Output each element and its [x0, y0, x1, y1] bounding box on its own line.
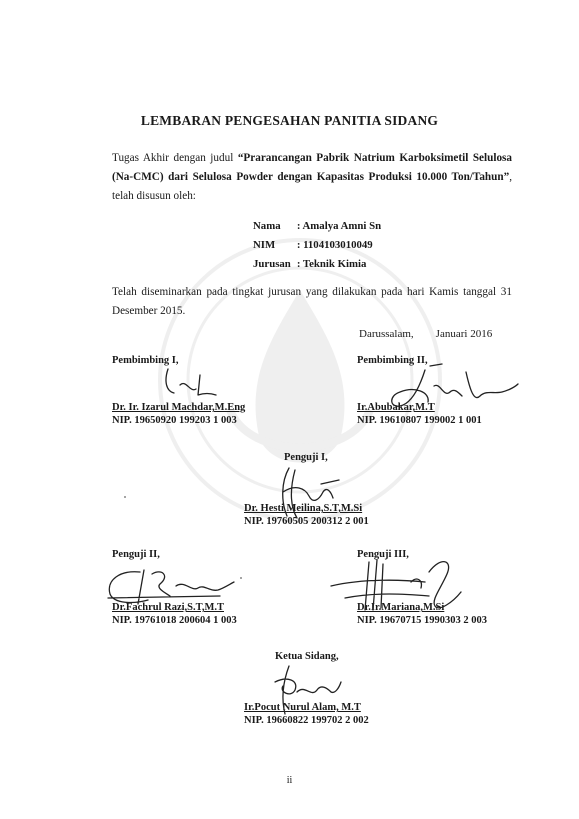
scan-speck: [124, 496, 126, 498]
name-label: Nama: [253, 220, 281, 232]
intro-paragraph: [112, 149, 512, 206]
nim-label: NIM: [253, 239, 276, 251]
intro-post: , telah disusun oleh:: [112, 171, 512, 202]
nim-value: : 1104103010049: [296, 239, 373, 251]
penguji1-signature: [275, 462, 345, 522]
ketua-name: Ir.Pocut Nurul Alam, M.T: [244, 702, 361, 713]
jurusan-value: : Teknik Kimia: [296, 258, 367, 270]
pembimbing2-role: Pembimbing II,: [357, 355, 428, 366]
penguji2-name: Dr.Fachrul Razi,S.T,M.T: [112, 602, 224, 613]
penguji3-signature: [325, 552, 470, 616]
pembimbing1-name: Dr. Ir. Izarul Machdar,M.Eng: [112, 402, 246, 413]
thesis-title: “Prarancangan Pabrik Natrium Karboksimetil Selulosa (Na-CMC) dari Selulosa Powder dengan Kapasitas Produksi 10.000 Ton/Tahun”: [112, 152, 512, 183]
penguji2-role: Penguji II,: [112, 549, 160, 560]
intro-pre: Tugas Akhir dengan judul: [112, 152, 238, 164]
jurusan-label: Jurusan: [253, 258, 291, 270]
penguji3-role: Penguji III,: [357, 549, 409, 560]
penguji1-nip: NIP. 19760505 200312 2 001: [244, 516, 369, 527]
penguji2-signature: [100, 562, 240, 608]
penguji2-nip: NIP. 19761018 200604 1 003: [112, 615, 237, 626]
penguji3-name: Dr.Ir.Mariana,M.Si: [357, 602, 445, 613]
pembimbing2-signature: [370, 362, 520, 412]
ketua-signature: [265, 662, 345, 722]
pembimbing2-nip: NIP. 19610807 199002 1 001: [357, 415, 482, 426]
penguji1-role: Penguji I,: [284, 452, 328, 463]
place-date: Darussalam, Januari 2016: [359, 328, 493, 340]
student-identity: [253, 220, 381, 277]
pembimbing1-signature: [160, 363, 220, 403]
penguji3-nip: NIP. 19670715 1990303 2 003: [357, 615, 487, 626]
ketua-nip: NIP. 19660822 199702 2 002: [244, 715, 369, 726]
scan-speck: [240, 577, 242, 579]
name-value: : Amalya Amni Sn: [296, 220, 382, 232]
seminar-paragraph: Telah diseminarkan pada tingkat jurusan yang dilakukan pada hari Kamis tanggal 31 Desember 2015.: [112, 286, 512, 317]
pembimbing1-nip: NIP. 19650920 199203 1 003: [112, 415, 237, 426]
pembimbing1-role: Pembimbing I,: [112, 355, 179, 366]
penguji1-name: Dr. Hesti Meilina,S.T,M.Si: [244, 503, 363, 514]
jurusan-row: [253, 258, 381, 277]
page-number: ii: [286, 775, 293, 786]
ketua-role: Ketua Sidang,: [275, 651, 339, 662]
name-row: [253, 220, 381, 239]
page-title: LEMBARAN PENGESAHAN PANITIA SIDANG: [140, 113, 439, 128]
pembimbing2-name: Ir.Abubakar,M.T: [357, 402, 435, 413]
nim-row: [253, 239, 381, 258]
